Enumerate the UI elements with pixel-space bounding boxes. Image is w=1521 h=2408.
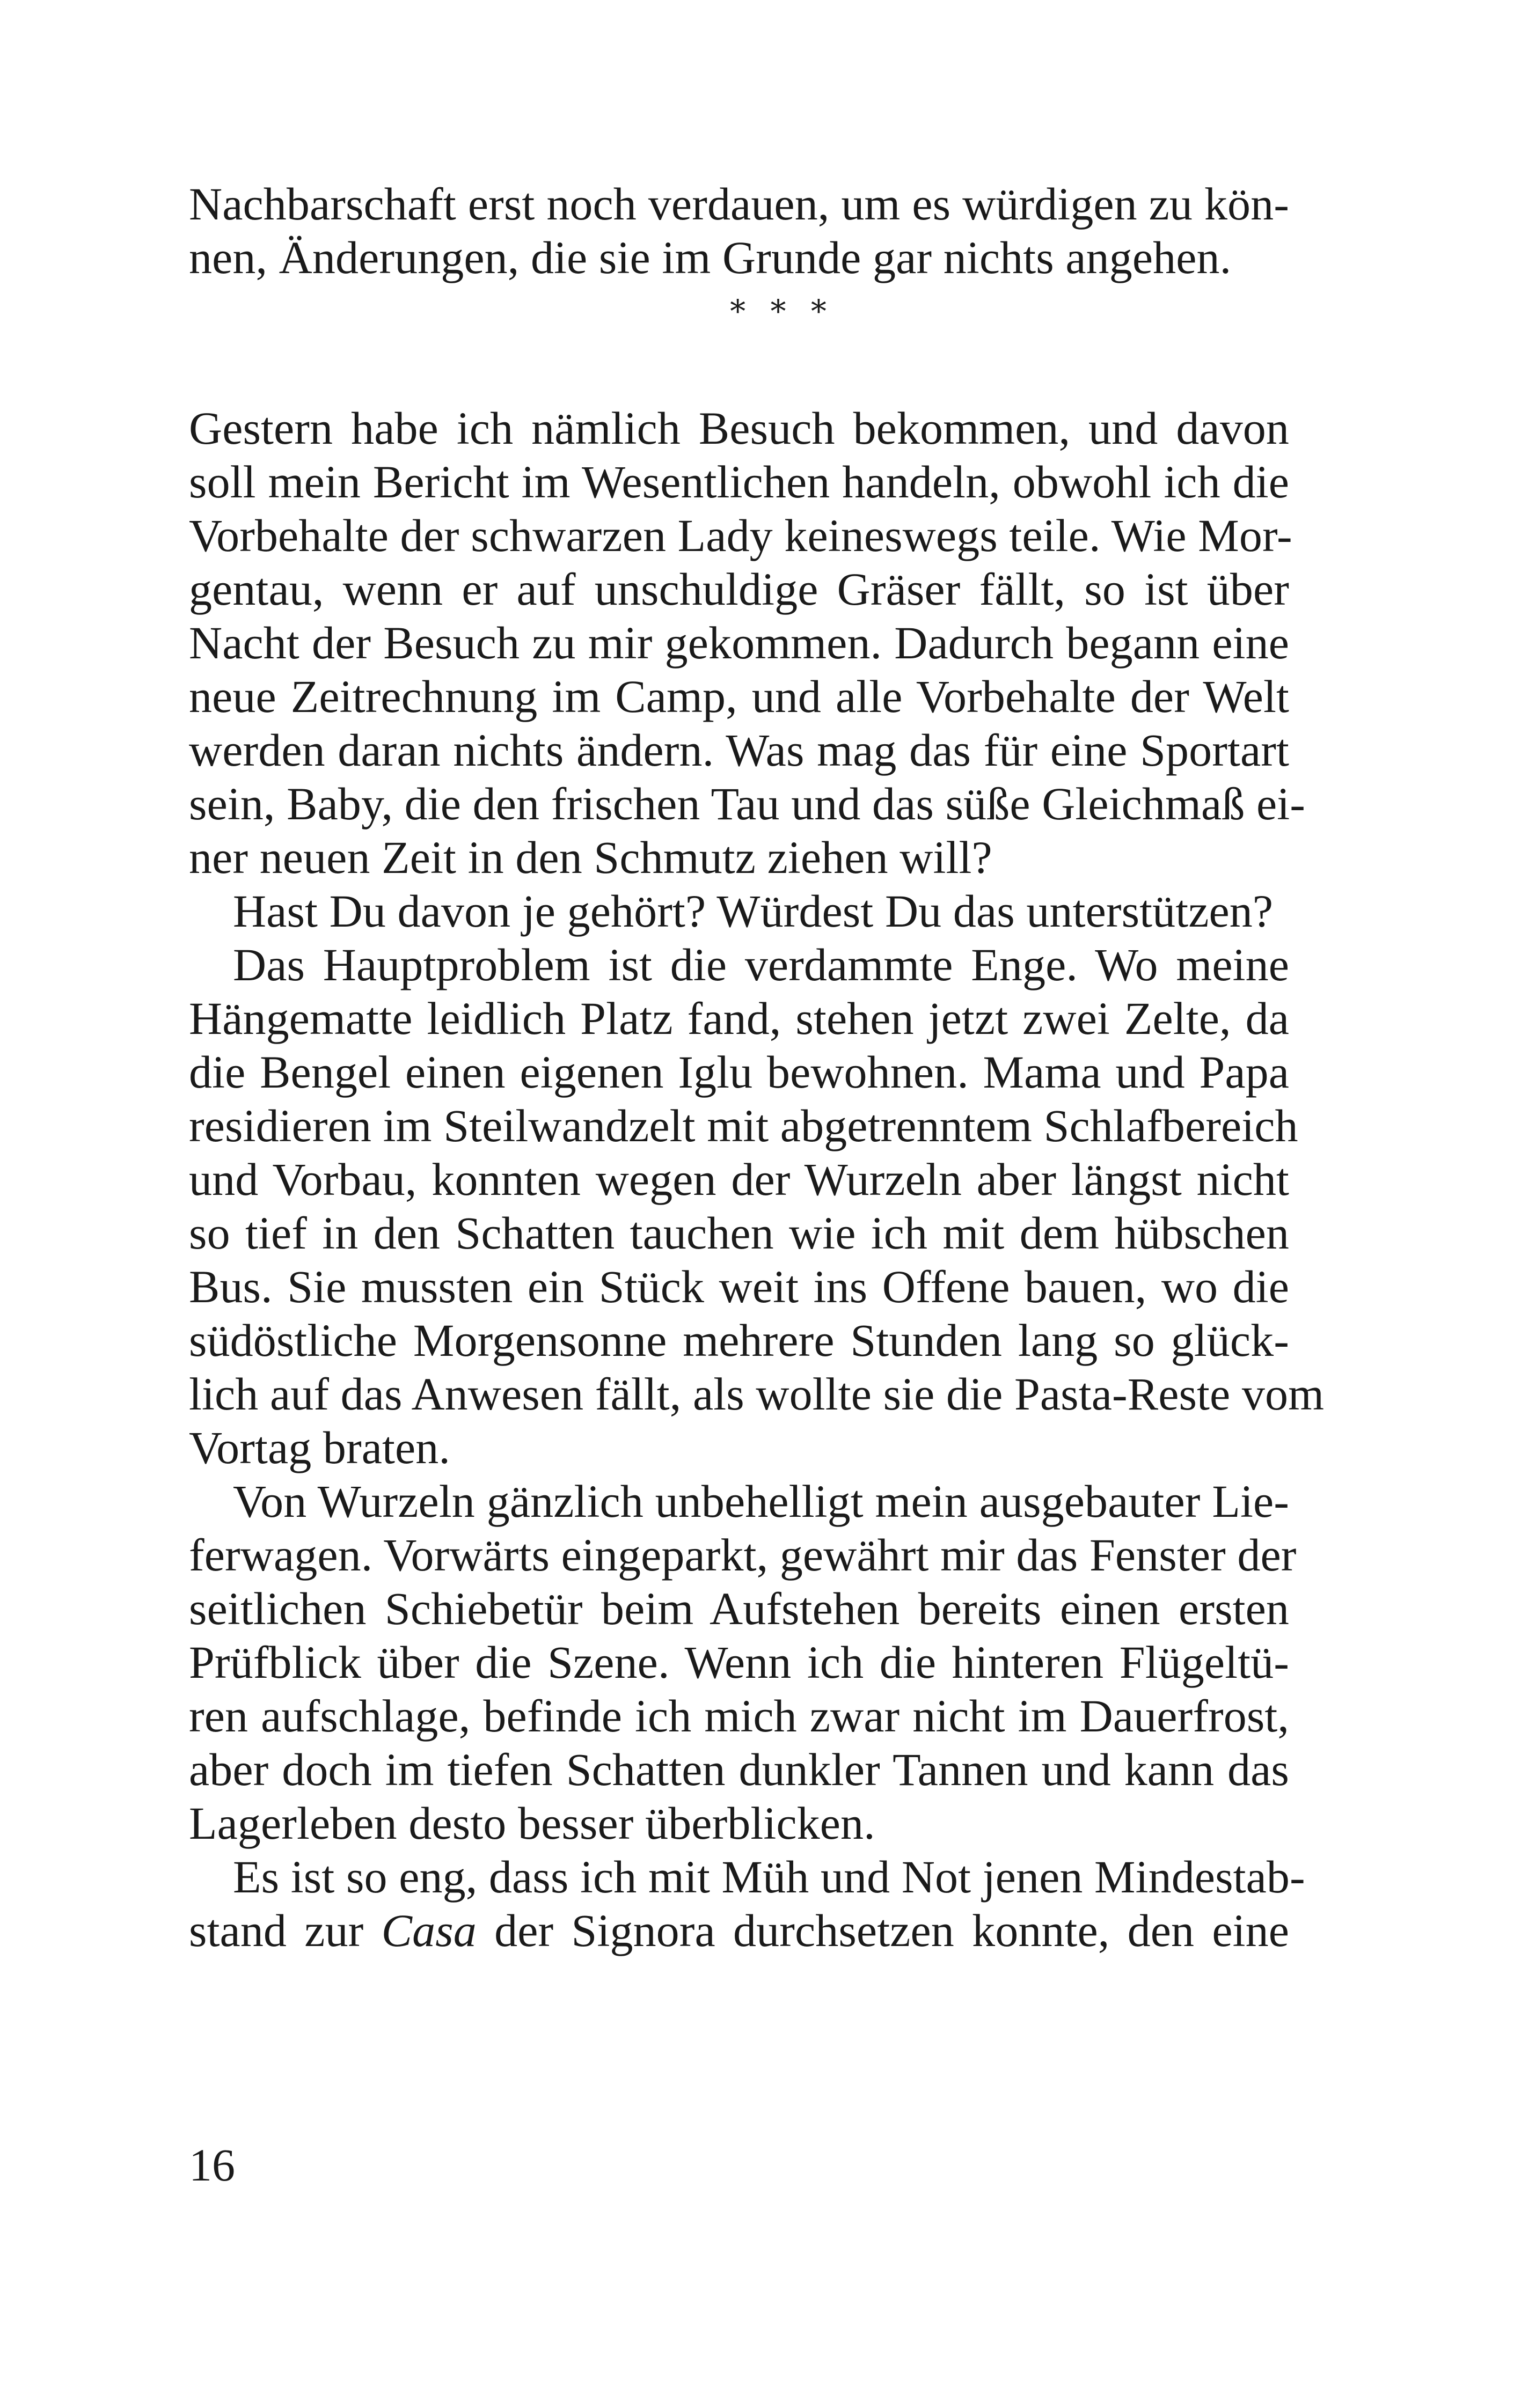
text-line: Nacht der Besuch zu mir gekommen. Dadurch begann eine [189, 617, 1289, 669]
section-separator: * * * [730, 293, 834, 329]
italic-word: Casa [381, 1905, 477, 1956]
text-line: Von Wurzeln gänzlich unbehelligt mein ausgebauter Lie- [233, 1475, 1289, 1527]
text-fragment: stand zur [189, 1905, 382, 1956]
text-fragment: der Signora durchsetzen konnte, den eine [476, 1905, 1289, 1956]
text-line: Es ist so eng, dass ich mit Müh und Not jenen Mindestab- [233, 1851, 1305, 1903]
text-line: neue Zeitrechnung im Camp, und alle Vorbehalte der Welt [189, 671, 1289, 722]
text-line: Hast Du davon je gehört? Würdest Du das unterstützen? [233, 885, 1274, 937]
text-line: sein, Baby, die den frischen Tau und das süße Gleichmaß ei- [189, 778, 1306, 829]
text-line: so tief in den Schatten tauchen wie ich mit dem hübschen [189, 1207, 1289, 1259]
text-line: residieren im Steilwandzelt mit abgetrenntem Schlafbereich [189, 1100, 1298, 1151]
text-line: nen, Änderungen, die sie im Grunde gar nichts angehen. [189, 232, 1232, 283]
page-number: 16 [189, 2139, 235, 2191]
text-line: ren aufschlage, befinde ich mich zwar nicht im Dauerfrost, [189, 1690, 1289, 1742]
text-line [189, 1904, 1289, 1957]
text-line: ner neuen Zeit in den Schmutz ziehen will? [189, 832, 992, 883]
text-line: Vorbehalte der schwarzen Lady keineswegs teile. Wie Mor- [189, 510, 1292, 561]
text-line: aber doch im tiefen Schatten dunkler Tannen und kann das [189, 1744, 1289, 1795]
text-line: Bus. Sie mussten ein Stück weit ins Offene bauen, wo die [189, 1261, 1289, 1312]
text-line: die Bengel einen eigenen Iglu bewohnen. Mama und Papa [189, 1046, 1289, 1098]
text-line: Lagerleben desto besser überblicken. [189, 1797, 875, 1849]
text-line: und Vorbau, konnten wegen der Wurzeln aber längst nicht [189, 1154, 1289, 1205]
text-line: gentau, wenn er auf unschuldige Gräser fällt, so ist über [189, 563, 1289, 615]
text-line: werden daran nichts ändern. Was mag das für eine Sportart [189, 724, 1289, 776]
text-line: seitlichen Schiebetür beim Aufstehen bereits einen ersten [189, 1583, 1289, 1634]
text-line: lich auf das Anwesen fällt, als wollte sie die Pasta-Reste vom [189, 1368, 1325, 1420]
text-line: ferwagen. Vorwärts eingeparkt, gewährt mir das Fenster der [189, 1529, 1297, 1581]
text-line: soll mein Bericht im Wesentlichen handeln, obwohl ich die [189, 456, 1289, 508]
main-text [189, 401, 1325, 1957]
text-line: Vortag braten. [189, 1422, 450, 1473]
text-line: südöstliche Morgensonne mehrere Stunden lang so glück- [189, 1315, 1289, 1366]
text-line: Das Hauptproblem ist die verdammte Enge. Wo meine [233, 939, 1289, 990]
text-line: Hängematte leidlich Platz fand, stehen jetzt zwei Zelte, da [189, 993, 1289, 1044]
opening-text [189, 177, 1289, 284]
text-line: Prüfblick über die Szene. Wenn ich die hinteren Flügeltü- [189, 1636, 1289, 1688]
text-line: Nachbarschaft erst noch verdauen, um es würdigen zu kön- [189, 178, 1289, 230]
text-line: Gestern habe ich nämlich Besuch bekommen, und davon [189, 402, 1289, 454]
